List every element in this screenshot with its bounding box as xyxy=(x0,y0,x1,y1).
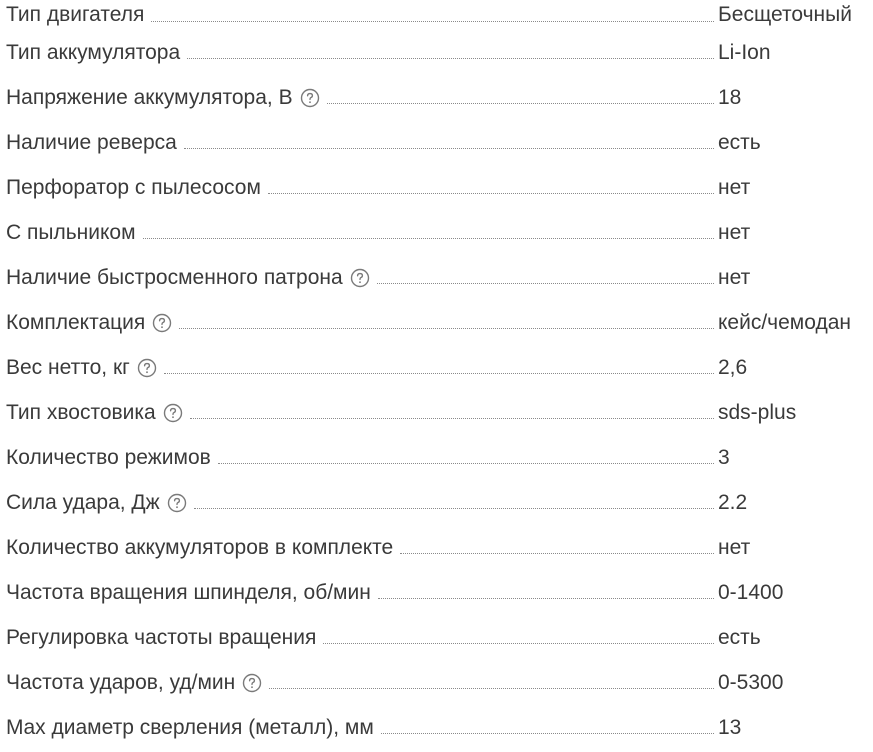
spec-label: Напряжение аккумулятора, В xyxy=(6,86,293,109)
spec-label: Комплектация xyxy=(6,311,146,334)
spec-value: 0-1400 xyxy=(718,581,784,604)
spec-label: Тип хвостовика xyxy=(6,401,156,424)
spec-row xyxy=(0,705,873,750)
spec-label-wrap xyxy=(0,525,718,570)
dotted-leader xyxy=(268,193,714,194)
spec-label: Тип аккумулятора xyxy=(6,41,181,64)
spec-label-wrap xyxy=(0,615,718,660)
spec-label: Наличие быстросменного патрона xyxy=(6,266,343,289)
dotted-leader xyxy=(164,373,714,374)
spec-row xyxy=(0,75,873,120)
dotted-leader xyxy=(378,598,714,599)
dotted-leader xyxy=(377,283,714,284)
spec-label: Тип двигателя xyxy=(6,3,145,26)
question-circle-icon[interactable] xyxy=(167,493,187,513)
question-circle-icon[interactable] xyxy=(137,358,157,378)
question-circle-icon[interactable] xyxy=(300,88,320,108)
dotted-leader xyxy=(184,148,714,149)
spec-label-wrap xyxy=(0,435,718,480)
spec-label: Сила удара, Дж xyxy=(6,491,160,514)
spec-label: Наличие реверса xyxy=(6,131,177,154)
spec-value: 2.2 xyxy=(718,491,748,514)
dotted-leader xyxy=(190,418,714,419)
spec-row xyxy=(0,345,873,390)
spec-label-wrap xyxy=(0,120,718,165)
spec-label-wrap xyxy=(0,255,718,300)
question-circle-icon[interactable] xyxy=(350,268,370,288)
spec-row xyxy=(0,570,873,615)
dotted-leader xyxy=(218,463,714,464)
spec-value: нет xyxy=(718,176,751,199)
question-circle-icon[interactable] xyxy=(163,403,183,423)
dotted-leader xyxy=(187,58,714,59)
spec-label-wrap xyxy=(0,660,718,705)
spec-value: есть xyxy=(718,626,761,649)
dotted-leader xyxy=(151,21,714,22)
dotted-leader xyxy=(323,643,714,644)
spec-label: Частота вращения шпинделя, об/мин xyxy=(6,581,371,604)
spec-value: нет xyxy=(718,221,751,244)
question-circle-icon[interactable] xyxy=(242,673,262,693)
spec-label-wrap xyxy=(0,705,718,750)
spec-row xyxy=(0,0,873,30)
spec-label-wrap xyxy=(0,570,718,615)
spec-value: 0-5300 xyxy=(718,671,784,694)
spec-label: Частота ударов, уд/мин xyxy=(6,671,236,694)
dotted-leader xyxy=(327,103,714,104)
spec-label-wrap xyxy=(0,210,718,255)
spec-row xyxy=(0,300,873,345)
spec-value: 18 xyxy=(718,86,742,109)
spec-label-wrap xyxy=(0,300,718,345)
dotted-leader xyxy=(381,733,714,734)
spec-row xyxy=(0,30,873,75)
spec-value: 3 xyxy=(718,446,730,469)
spec-label-wrap xyxy=(0,75,718,120)
spec-row xyxy=(0,390,873,435)
spec-label-wrap xyxy=(0,345,718,390)
dotted-leader xyxy=(143,238,714,239)
spec-value: кейс/чемодан xyxy=(718,311,851,334)
dotted-leader xyxy=(179,328,714,329)
spec-value: Li-Ion xyxy=(718,41,771,64)
dotted-leader xyxy=(269,688,714,689)
spec-label: Количество аккумуляторов в комплекте xyxy=(6,536,394,559)
spec-label: Количество режимов xyxy=(6,446,211,469)
dotted-leader xyxy=(194,508,714,509)
spec-row xyxy=(0,120,873,165)
spec-label-wrap xyxy=(0,0,718,30)
spec-label-wrap xyxy=(0,30,718,75)
spec-label-wrap xyxy=(0,390,718,435)
spec-row xyxy=(0,615,873,660)
spec-value: нет xyxy=(718,536,751,559)
spec-label: Max диаметр сверления (металл), мм xyxy=(6,716,374,739)
spec-value: есть xyxy=(718,131,761,154)
spec-row xyxy=(0,660,873,705)
spec-value: sds-plus xyxy=(718,401,797,424)
spec-row xyxy=(0,165,873,210)
spec-row xyxy=(0,480,873,525)
spec-value: нет xyxy=(718,266,751,289)
spec-value: 2,6 xyxy=(718,356,748,379)
spec-row xyxy=(0,210,873,255)
spec-row xyxy=(0,525,873,570)
spec-row xyxy=(0,255,873,300)
spec-value: Бесщеточный xyxy=(718,3,852,26)
spec-row xyxy=(0,435,873,480)
spec-value: 13 xyxy=(718,716,742,739)
spec-label-wrap xyxy=(0,165,718,210)
spec-label: С пыльником xyxy=(6,221,136,244)
dotted-leader xyxy=(400,553,714,554)
spec-label: Перфоратор с пылесосом xyxy=(6,176,261,199)
spec-label: Вес нетто, кг xyxy=(6,356,130,379)
question-circle-icon[interactable] xyxy=(152,313,172,333)
spec-label-wrap xyxy=(0,480,718,525)
spec-label: Регулировка частоты вращения xyxy=(6,626,317,649)
